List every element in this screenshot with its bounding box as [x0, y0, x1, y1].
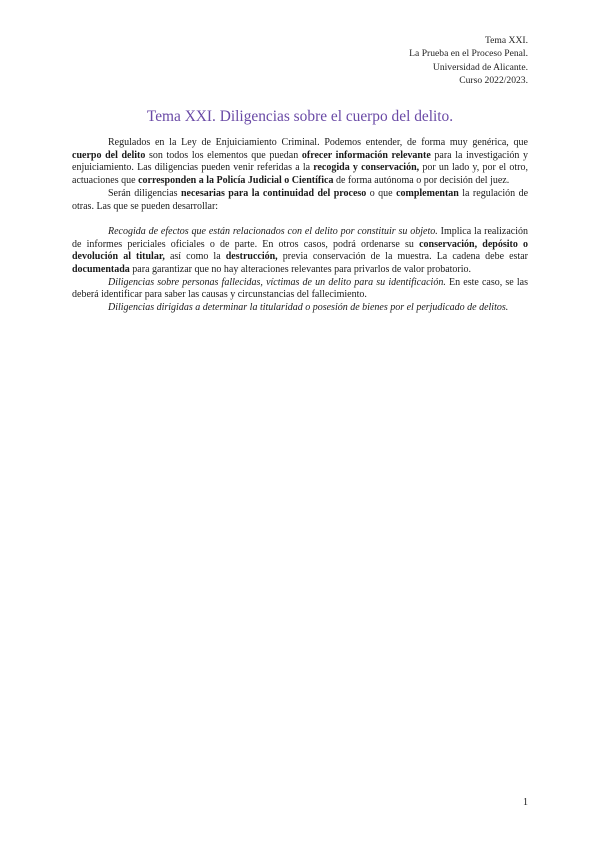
text-run: Implica la realización de informes periciales oficiales o de parte. En otros casos, podrá ordenarse su: [72, 225, 528, 250]
italic-run: Diligencias dirigidas a determinar la titularidad o posesión de bienes por el perjudicado de delitos.: [108, 302, 509, 314]
page-header: [409, 34, 528, 88]
paragraph-recogida-efectos: [72, 226, 528, 277]
bold-run: necesarias para la continuidad del proceso: [180, 187, 367, 199]
bold-run: corresponden a la Policía Judicial o Científica: [138, 175, 334, 187]
text-run: así como la: [164, 251, 226, 263]
text-run: la regulación de otras. Las que se pueden desarrollar:: [72, 187, 529, 212]
header-university: Universidad de Alicante.: [432, 61, 528, 73]
header-course: Curso 2022/2023.: [459, 75, 528, 87]
text-run: o que: [366, 187, 397, 199]
text-run: En este caso, se las deberá identificar para saber las causas y circunstancias del fallecimiento.: [72, 276, 528, 301]
document-title: Tema XXI. Diligencias sobre el cuerpo del delito.: [146, 108, 454, 125]
page-number: 1: [523, 797, 528, 808]
paragraph-diligencias: [72, 188, 528, 213]
paragraph-personas-fallecidas: [72, 277, 528, 302]
bold-run: complementan: [396, 187, 459, 199]
paragraph-gap: [72, 213, 528, 226]
bold-run: destrucción,: [225, 251, 278, 263]
italic-run: Diligencias sobre personas fallecidas, víctimas de un delito para su identificación.: [108, 276, 446, 288]
paragraph-titularidad-bienes: [72, 302, 528, 315]
italic-run: Recogida de efectos que están relacionados con el delito por constituir su objeto.: [108, 225, 438, 237]
document-body: [72, 137, 528, 315]
bold-run: ofrecer información relevante: [301, 149, 431, 161]
bold-run: documentada: [72, 263, 130, 275]
bold-run: recogida y conservación,: [313, 162, 420, 174]
text-run: son todos los elementos que puedan: [145, 149, 302, 161]
text-run: para garantizar que no hay alteraciones relevantes para privarlos de valor probatorio.: [129, 263, 472, 275]
text-run: Regulados en la Ley de Enjuiciamiento Criminal. Podemos entender, de forma muy genérica, que: [108, 137, 528, 148]
header-topic: Tema XXI.: [484, 35, 528, 46]
bold-run: conservación, depósito o devolución al titular,: [72, 238, 529, 263]
header-subject: La Prueba en el Proceso Penal.: [409, 48, 528, 60]
text-run: por un lado y, por el otro, actuaciones que: [72, 162, 528, 187]
text-run: previa conservación de la muestra. La cadena debe estar: [277, 251, 528, 263]
text-run: para la investigación y enjuiciamiento. Las diligencias pueden venir referidas a la: [72, 149, 529, 174]
paragraph-intro: [72, 137, 528, 188]
bold-run: cuerpo del delito: [72, 149, 146, 161]
text-run: Serán diligencias: [108, 187, 181, 199]
text-run: de forma autónoma o por decisión del juez.: [333, 175, 510, 187]
